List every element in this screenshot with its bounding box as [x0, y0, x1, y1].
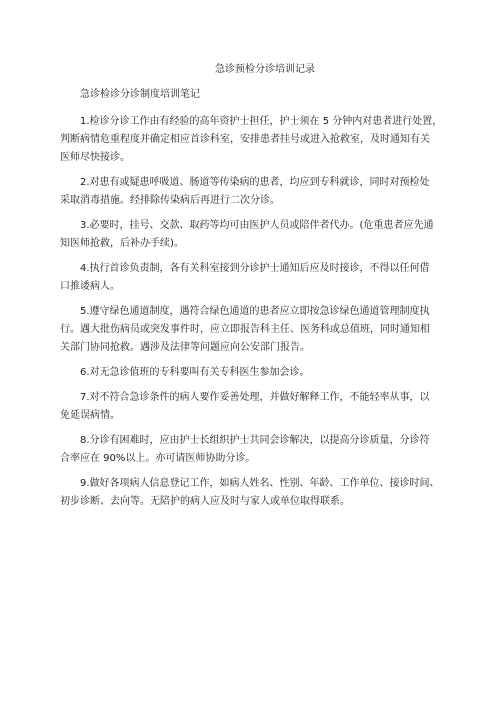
- paragraph-line: 6.对无急诊值班的专科要叫有关专科医生参加会诊。: [80, 367, 310, 378]
- paragraph-line: 行。遇大批伤病员或突发事件时，应立即报告科主任、医务科或总值班，同时通知相: [60, 324, 430, 335]
- paragraph-line: 免延误病情。: [60, 410, 120, 421]
- paragraph-line: 初步诊断、去向等。无陪护的病人应及时与家人或单位取得联系。: [60, 496, 350, 507]
- paragraph-6: [60, 364, 466, 382]
- paragraph-line: 3.必要时，挂号、交款、取药等均可由医护人员或陪伴者代办。(危重患者应先通: [80, 220, 434, 231]
- paragraph-line: 知医师抢救，后补办手续)。: [60, 238, 184, 249]
- paragraph-line: 采取消毒措施。经排除传染病后再进行二次分诊。: [60, 195, 280, 206]
- paragraph-9: [60, 475, 466, 511]
- paragraph-7: [60, 389, 466, 425]
- document-subtitle: 急诊检诊分诊制度培训笔记: [80, 89, 200, 100]
- paragraph-4: [60, 260, 466, 296]
- paragraph-1: [60, 113, 466, 167]
- paragraph-line: 9.做好各项病人信息登记工作，如病人姓名、性别、年龄、工作单位、接诊时间、: [80, 478, 440, 489]
- paragraph-line: 2.对患有或疑患呼吸道、肠道等传染病的患者，均应到专科就诊，同时对预检处: [80, 177, 430, 188]
- paragraph-line: 判断病情危重程度并确定相应首诊科室，安排患者挂号或进入抢救室，及时通知有关: [60, 134, 430, 145]
- paragraph-line: 7.对不符合急诊条件的病人要作妥善处理，并做好解释工作，不能轻率从事，以: [80, 392, 430, 403]
- paragraph-line: 4.执行首诊负责制，各有关科室接到分诊护士通知后应及时接诊，不得以任何借: [80, 263, 430, 274]
- paragraph-line: 8.分诊有困难时，应由护士长组织护士共同会诊解决，以提高分诊质量，分诊符: [80, 435, 430, 446]
- paragraph-8: [60, 432, 466, 468]
- document-title: 急诊预检分诊培训记录: [215, 64, 315, 75]
- paragraph-line: 合率应在 90%以上。亦可请医师协助分诊。: [60, 453, 256, 464]
- paragraph-3: [60, 217, 466, 253]
- paragraph-line: 1.检诊分诊工作由有经验的高年资护士担任，护士须在 5 分钟内对患者进行处置，: [80, 116, 443, 127]
- paragraph-line: 关部门协同抢救。遇涉及法律等问题应向公安部门报告。: [60, 342, 310, 353]
- paragraph-5: [60, 303, 466, 357]
- paragraph-line: 5.遵守绿色通道制度，遇符合绿色通道的患者应立即按急诊绿色通道管理制度执: [80, 306, 430, 317]
- paragraph-line: 医师尽快接诊。: [60, 152, 130, 163]
- paragraph-2: [60, 174, 466, 210]
- paragraph-line: 口推诿病人。: [60, 281, 120, 292]
